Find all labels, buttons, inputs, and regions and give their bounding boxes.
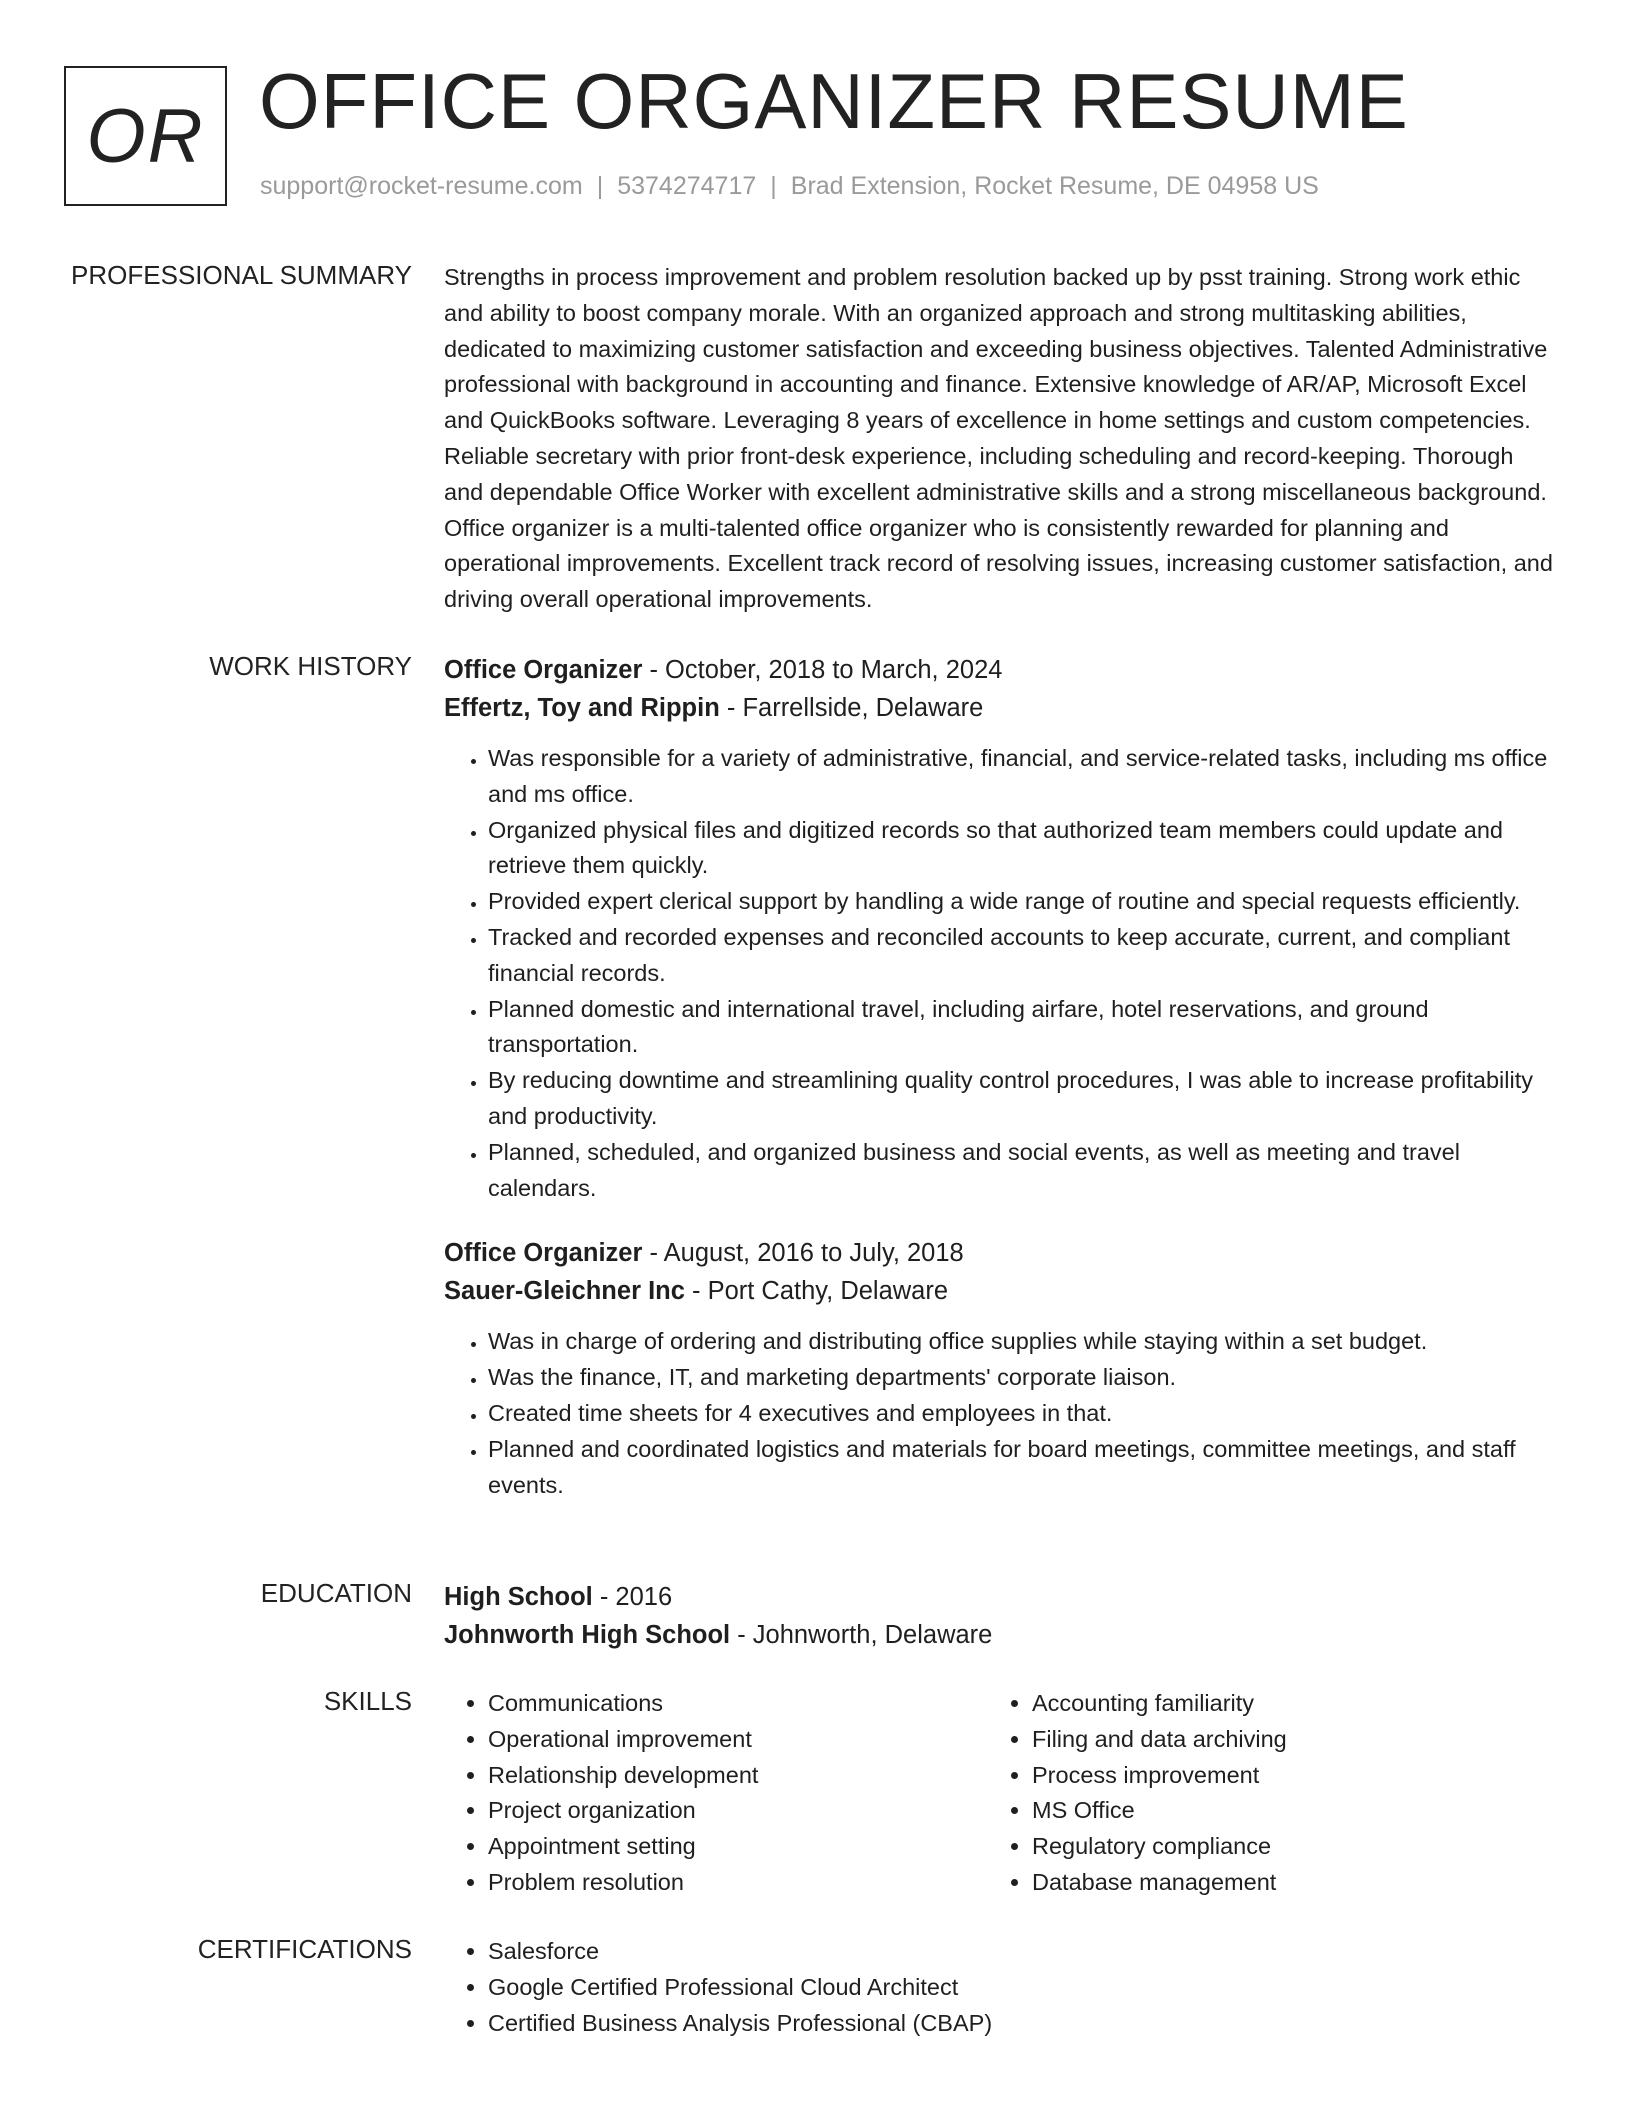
job-entry bbox=[444, 651, 1556, 1206]
education-body bbox=[444, 1578, 1556, 1654]
list-item: • Database management bbox=[1032, 1865, 1532, 1901]
list-item: • Planned and coordinated logistics and materials for board meetings, committee meetings, and staff events. bbox=[488, 1432, 1556, 1504]
list-item: • Google Certified Professional Cloud Architect bbox=[488, 1970, 1556, 2006]
list-item: • Operational improvement bbox=[488, 1722, 988, 1758]
page-title: OFFICE ORGANIZER RESUME bbox=[259, 57, 1409, 145]
list-item: • Organized physical files and digitized records so that authorized team members could update and retrieve them quickly. bbox=[488, 813, 1556, 885]
list-item: • Regulatory compliance bbox=[1032, 1829, 1532, 1865]
list-item: • Provided expert clerical support by handling a wide range of routine and special requests efficiently. bbox=[488, 884, 1556, 920]
education-school: Johnworth High School bbox=[444, 1621, 731, 1649]
list-item: • Relationship development bbox=[488, 1758, 988, 1794]
list-item: • Problem resolution bbox=[488, 1865, 988, 1901]
contact-phone: 5374274717 bbox=[617, 172, 757, 200]
job-company: Sauer-Gleichner Inc bbox=[444, 1277, 685, 1306]
education-year: - 2016 bbox=[592, 1583, 673, 1611]
job-title-line bbox=[444, 1234, 1556, 1272]
job-entry bbox=[444, 1234, 1556, 1503]
job-company: Effertz, Toy and Rippin bbox=[444, 694, 720, 722]
job-dates: - August, 2016 to July, 2018 bbox=[642, 1239, 964, 1268]
work-history-body bbox=[444, 651, 1556, 1503]
contact-address: Brad Extension, Rocket Resume, DE 04958 US bbox=[790, 172, 1319, 200]
job-title-line bbox=[444, 651, 1556, 689]
education-degree-line bbox=[444, 1578, 1556, 1616]
summary-body bbox=[444, 260, 1556, 618]
list-item: • Planned domestic and international travel, including airfare, hotel reservations, and ground transportation. bbox=[488, 992, 1556, 1064]
monogram-logo: OR bbox=[64, 66, 227, 206]
list-item: • Process improvement bbox=[1032, 1758, 1532, 1794]
list-item: • Accounting familiarity bbox=[1032, 1686, 1532, 1722]
section-label-summary: PROFESSIONAL SUMMARY bbox=[71, 260, 412, 290]
contact-line bbox=[260, 172, 1319, 201]
list-item: • Was the finance, IT, and marketing departments' corporate liaison. bbox=[488, 1360, 1556, 1396]
list-item: • Certified Business Analysis Professional (CBAP) bbox=[488, 2006, 1556, 2042]
job-title: Office Organizer bbox=[444, 656, 643, 684]
list-item: • Salesforce bbox=[488, 1934, 1556, 1970]
job-location: - Farrellside, Delaware bbox=[719, 694, 984, 722]
list-item: • Planned, scheduled, and organized business and social events, as well as meeting and travel calendars. bbox=[488, 1135, 1556, 1207]
job-bullets bbox=[444, 1324, 1556, 1503]
certifications-body bbox=[444, 1934, 1556, 2041]
job-dates: - October, 2018 to March, 2024 bbox=[642, 656, 1003, 684]
contact-email: support@rocket-resume.com bbox=[260, 172, 583, 200]
section-label-work-history: WORK HISTORY bbox=[209, 651, 412, 681]
skills-column-left bbox=[444, 1686, 988, 1901]
job-location: - Port Cathy, Delaware bbox=[684, 1277, 949, 1306]
list-item: • By reducing downtime and streamlining quality control procedures, I was able to increase profitability and productivity. bbox=[488, 1063, 1556, 1135]
list-item: • Filing and data archiving bbox=[1032, 1722, 1532, 1758]
skills-column-right bbox=[988, 1686, 1532, 1901]
education-degree: High School bbox=[444, 1583, 593, 1611]
section-label-education: EDUCATION bbox=[260, 1578, 412, 1608]
list-item: • MS Office bbox=[1032, 1793, 1532, 1829]
section-label-certifications: CERTIFICATIONS bbox=[197, 1934, 412, 1964]
certifications-list bbox=[444, 1934, 1556, 2041]
list-item: • Appointment setting bbox=[488, 1829, 988, 1865]
job-bullets bbox=[444, 741, 1556, 1206]
list-item: • Project organization bbox=[488, 1793, 988, 1829]
contact-separator: | bbox=[596, 172, 604, 200]
job-company-line bbox=[444, 1272, 1556, 1310]
summary-text: Strengths in process improvement and problem resolution backed up by psst training. Strong work ethic and ability to boost company morale. With an organized approach and strong multitasking abilities, dedicated to maximizing customer satisfaction and exceeding business objectives. Talented Administrative professional with background in accounting and finance. Extensive knowledge of AR/AP, Microsoft Excel and QuickBooks software. Leveraging 8 years of excellence in home settings and custom competencies. Reliable secretary with prior front-desk experience, including scheduling and record-keeping. Thorough and dependable Office Worker with excellent administrative skills and a strong miscellaneous background. Office organizer is a multi-talented office organizer who is consistently rewarded for planning and operational improvements. Excellent track record of resolving issues, increasing customer satisfaction, and driving overall operational improvements. bbox=[444, 264, 1553, 613]
job-company-line bbox=[444, 689, 1556, 727]
list-item: • Was in charge of ordering and distributing office supplies while staying within a set budget. bbox=[488, 1324, 1556, 1360]
section-label-skills: SKILLS bbox=[323, 1686, 412, 1716]
skills-body bbox=[444, 1686, 1556, 1901]
list-item: • Communications bbox=[488, 1686, 988, 1722]
job-title: Office Organizer bbox=[444, 1239, 643, 1268]
education-location: - Johnworth, Delaware bbox=[730, 1621, 993, 1649]
contact-separator: | bbox=[770, 172, 777, 200]
education-school-line bbox=[444, 1616, 1556, 1654]
list-item: • Tracked and recorded expenses and reconciled accounts to keep accurate, current, and compliant financial records. bbox=[488, 920, 1556, 992]
list-item: • Was responsible for a variety of administrative, financial, and service-related tasks, including ms office and ms office. bbox=[488, 741, 1556, 813]
list-item: • Created time sheets for 4 executives and employees in that. bbox=[488, 1396, 1556, 1432]
